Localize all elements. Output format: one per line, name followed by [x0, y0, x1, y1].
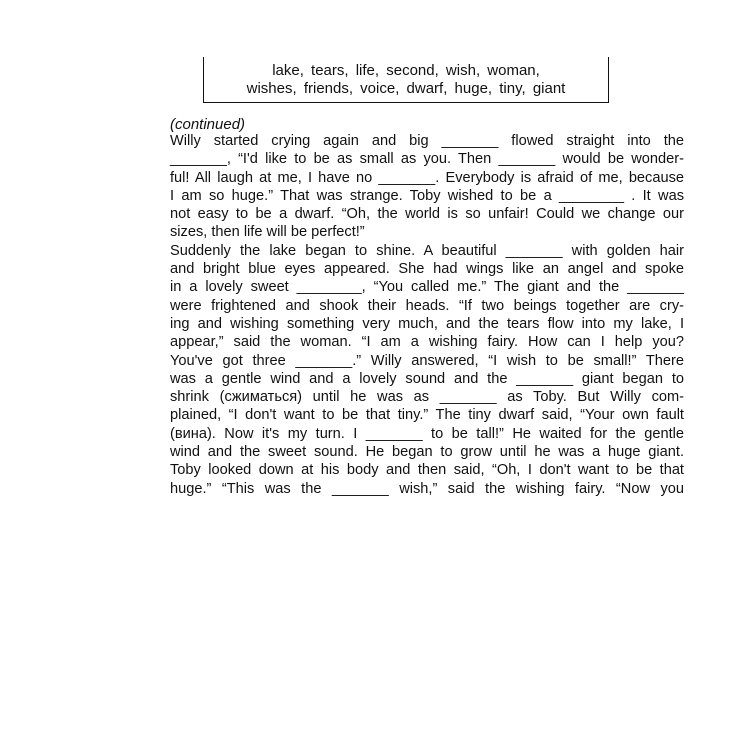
- word-bank-line-2: wishes, friends, voice, dwarf, huge, tiny, giant: [246, 79, 566, 97]
- story-line: sizes, then life will be perfect!”: [170, 224, 365, 241]
- story-line: were frightened and shook their heads. “If two beings together are cry-: [170, 297, 684, 314]
- story-line: Willy started crying again and big _______ flowed straight into the: [170, 133, 684, 149]
- story-line: and bright blue eyes appeared. She had wings like an angel and spoke: [170, 261, 684, 278]
- story-line: ful! All laugh at me, I have no _______. Everybody is afraid of me, because: [170, 169, 684, 186]
- story-line: plained, “I don't want to be that tiny.” The tiny dwarf said, “Your own fault: [170, 407, 684, 424]
- story-line: not easy to be a dwarf. “Oh, the world is so unfair! Could we change our: [170, 206, 684, 223]
- story-line: I am so huge.” That was strange. Toby wished to be a ________ . It was: [170, 187, 684, 204]
- word-bank-line-1: lake, tears, life, second, wish, woman,: [272, 61, 540, 79]
- continued-label: (continued): [170, 116, 246, 133]
- story-line: huge.” “This was the _______ wish,” said the wishing fairy. “Now you: [170, 480, 684, 497]
- story-line: in a lovely sweet ________, “You called me.” The giant and the _______: [170, 279, 684, 296]
- story-line: _______, “I'd like to be as small as you. Then _______ would be wonder-: [170, 151, 684, 168]
- story-text: [170, 132, 684, 498]
- story-line: ing and wishing something very much, and the tears flow into my lake, I: [170, 315, 684, 332]
- story-line: shrink (сжиматься) until he was as _______ as Toby. But Willy com-: [170, 389, 684, 406]
- story-line: You've got three _______.” Willy answered, “I wish to be small!” There: [170, 352, 684, 369]
- story-line: Suddenly the lake began to shine. A beautiful _______ with golden hair: [170, 242, 684, 259]
- story-line: was a gentle wind and a lovely sound and the _______ giant began to: [170, 370, 684, 387]
- story-line: Toby looked down at his body and then said, “Oh, I don't want to be that: [170, 462, 684, 479]
- story-line: wind and the sweet sound. He began to grow until he was a huge giant.: [170, 444, 684, 461]
- story-line: appear,” said the woman. “I am a wishing fairy. How can I help you?: [170, 334, 684, 351]
- word-bank-box: [203, 57, 609, 103]
- story-line: (вина). Now it's my turn. I _______ to be tall!” He waited for the gentle: [170, 425, 684, 442]
